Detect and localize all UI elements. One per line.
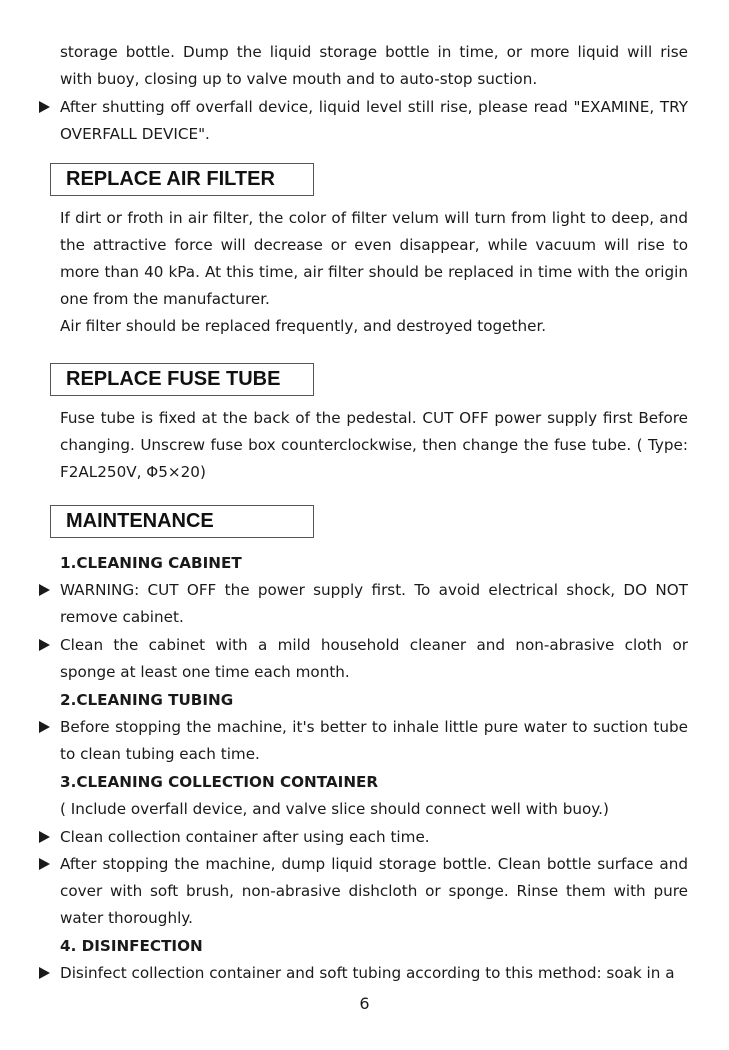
section-heading-maintenance: MAINTENANCE: [50, 505, 314, 538]
container-bullet-2-line-3: water thoroughly.: [60, 909, 193, 927]
subsection-title-cleaning-cabinet: 1.CLEANING CABINET: [60, 554, 242, 572]
bullet-arrow-icon: [39, 967, 50, 979]
bullet-arrow-icon: [39, 639, 50, 651]
subsection-title-disinfection: 4. DISINFECTION: [60, 937, 203, 955]
bullet-arrow-icon: [39, 584, 50, 596]
intro-bullet-line-2: OVERFALL DEVICE".: [60, 125, 210, 143]
section-heading-air-filter: REPLACE AIR FILTER: [50, 163, 314, 196]
container-bullet-2-line-2: cover with soft brush, non-abrasive dishcloth or sponge. Rinse them with pure: [60, 882, 688, 900]
air-filter-line-4: one from the manufacturer.: [60, 290, 270, 308]
bullet-arrow-icon: [39, 858, 50, 870]
tubing-line-2: to clean tubing each time.: [60, 745, 260, 763]
page-number: 6: [359, 994, 370, 1013]
intro-line-2: with buoy, closing up to valve mouth and to auto-stop suction.: [60, 70, 538, 88]
cabinet-clean-line-2: sponge at least one time each month.: [60, 663, 350, 681]
container-bullet-2-line-1: After stopping the machine, dump liquid storage bottle. Clean bottle surface and: [60, 855, 688, 873]
section-heading-fuse-tube: REPLACE FUSE TUBE: [50, 363, 314, 396]
intro-bullet-line-1: After shutting off overfall device, liquid level still rise, please read "EXAMINE, TRY: [60, 98, 688, 116]
tubing-line-1: Before stopping the machine, it's better to inhale little pure water to suction tube: [60, 718, 688, 736]
container-note: ( Include overfall device, and valve slice should connect well with buoy.): [60, 800, 609, 818]
fuse-tube-line-2: changing. Unscrew fuse box counterclockwise, then change the fuse tube. ( Type:: [60, 436, 688, 454]
bullet-arrow-icon: [39, 721, 50, 733]
subsection-title-cleaning-collection-container: 3.CLEANING COLLECTION CONTAINER: [60, 773, 379, 791]
air-filter-line-1: If dirt or froth in air filter, the color of filter velum will turn from light to deep, and: [60, 209, 688, 227]
container-bullet-1: Clean collection container after using each time.: [60, 828, 430, 846]
air-filter-line-2: the attractive force will decrease or even disappear, while vacuum will rise to: [60, 236, 688, 254]
cabinet-clean-line-1: Clean the cabinet with a mild household cleaner and non-abrasive cloth or: [60, 636, 688, 654]
intro-line-1: storage bottle. Dump the liquid storage bottle in time, or more liquid will rise: [60, 43, 688, 61]
bullet-arrow-icon: [39, 101, 50, 113]
cabinet-warning-line-2: remove cabinet.: [60, 608, 184, 626]
fuse-tube-line-3: F2AL250V, Φ5×20): [60, 463, 206, 481]
subsection-title-cleaning-tubing: 2.CLEANING TUBING: [60, 691, 234, 709]
air-filter-line-3: more than 40 kPa. At this time, air filter should be replaced in time with the origin: [60, 263, 688, 281]
cabinet-warning-line-1: WARNING: CUT OFF the power supply first. To avoid electrical shock, DO NOT: [60, 581, 688, 599]
air-filter-line-5: Air filter should be replaced frequently, and destroyed together.: [60, 317, 547, 335]
disinfection-line-1: Disinfect collection container and soft tubing according to this method: soak in a: [60, 964, 675, 982]
fuse-tube-line-1: Fuse tube is fixed at the back of the pedestal. CUT OFF power supply first Before: [60, 409, 688, 427]
bullet-arrow-icon: [39, 831, 50, 843]
